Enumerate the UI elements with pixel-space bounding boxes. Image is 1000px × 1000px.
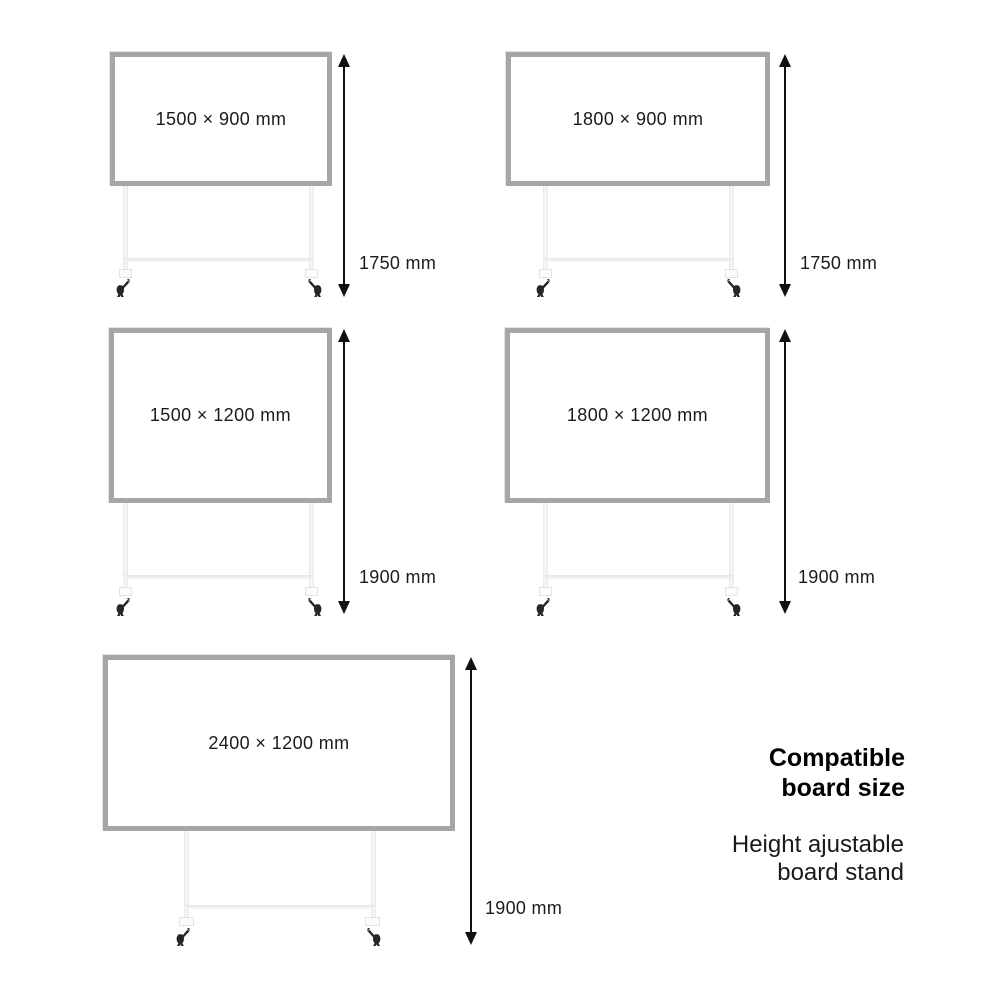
caster-wheel-icon: [724, 595, 742, 616]
arrowhead-up-icon: [465, 657, 477, 670]
board-size-label: 1800 × 1200 mm: [566, 405, 709, 425]
arrowhead-up-icon: [779, 329, 791, 342]
arrowhead-down-icon: [338, 601, 350, 614]
board-stand-1800x1200: [505, 328, 770, 616]
caption-heading: [769, 743, 905, 803]
stand-leg-right: [309, 186, 314, 269]
arrowhead-down-icon: [779, 284, 791, 297]
arrowhead-down-icon: [338, 284, 350, 297]
board-stand-1500x900: [110, 52, 332, 298]
height-dimension-arrow: [778, 54, 792, 297]
arrow-line: [784, 342, 786, 601]
stand-crossbar: [184, 905, 376, 909]
board-stand-1800x900: [506, 52, 770, 298]
height-label: 1900 mm: [798, 567, 876, 587]
whiteboard: [505, 328, 770, 503]
arrowhead-up-icon: [338, 54, 350, 67]
caption-sub-line1: Height ajustable: [731, 831, 904, 858]
height-label: 1750 mm: [800, 253, 878, 273]
caster-wheel-icon: [115, 595, 133, 616]
board-stand-2400x1200: [103, 655, 455, 945]
caster-wheel-icon: [535, 595, 553, 616]
caster-wheel-icon: [305, 595, 323, 616]
whiteboard: [110, 52, 332, 186]
arrowhead-up-icon: [779, 54, 791, 67]
height-dimension-arrow: [778, 329, 792, 614]
board-size-label: 2400 × 1200 mm: [208, 732, 350, 753]
caption-subheading: [732, 831, 904, 887]
board-size-label: 1500 × 900 mm: [155, 108, 287, 129]
caption-sub-line2: board stand: [777, 859, 904, 886]
board-stand-1500x1200: [109, 328, 332, 616]
height-dimension-arrow: [464, 657, 478, 945]
board-size-label: 1500 × 1200 mm: [149, 405, 292, 425]
stand-leg-right: [729, 186, 734, 269]
caption-heading-line1: Compatible: [768, 744, 905, 772]
height-label: 1900 mm: [359, 567, 437, 587]
arrow-line: [343, 342, 345, 601]
caster-wheel-icon: [305, 276, 323, 297]
stand-leg-left: [543, 186, 548, 269]
height-dimension-arrow: [337, 54, 351, 297]
arrow-line: [343, 67, 345, 284]
height-dimension-arrow: [337, 329, 351, 614]
stand-crossbar: [123, 258, 313, 262]
stand-crossbar: [543, 575, 733, 579]
height-label: 1900 mm: [485, 898, 563, 918]
whiteboard: [103, 655, 455, 831]
caption-heading-line2: board size: [781, 774, 905, 802]
caster-wheel-icon: [724, 276, 742, 297]
whiteboard: [109, 328, 332, 503]
caster-wheel-icon: [535, 276, 553, 297]
stand-leg-left: [123, 186, 128, 269]
whiteboard: [506, 52, 770, 186]
caster-wheel-icon: [115, 276, 133, 297]
arrow-line: [784, 67, 786, 284]
caster-wheel-icon: [364, 925, 382, 946]
caster-wheel-icon: [175, 925, 193, 946]
stand-crossbar: [543, 258, 733, 262]
arrowhead-down-icon: [779, 601, 791, 614]
arrowhead-down-icon: [465, 932, 477, 945]
height-label: 1750 mm: [359, 253, 437, 273]
arrowhead-up-icon: [338, 329, 350, 342]
arrow-line: [470, 670, 472, 932]
board-size-label: 1800 × 900 mm: [572, 108, 704, 129]
stand-crossbar: [123, 575, 313, 579]
